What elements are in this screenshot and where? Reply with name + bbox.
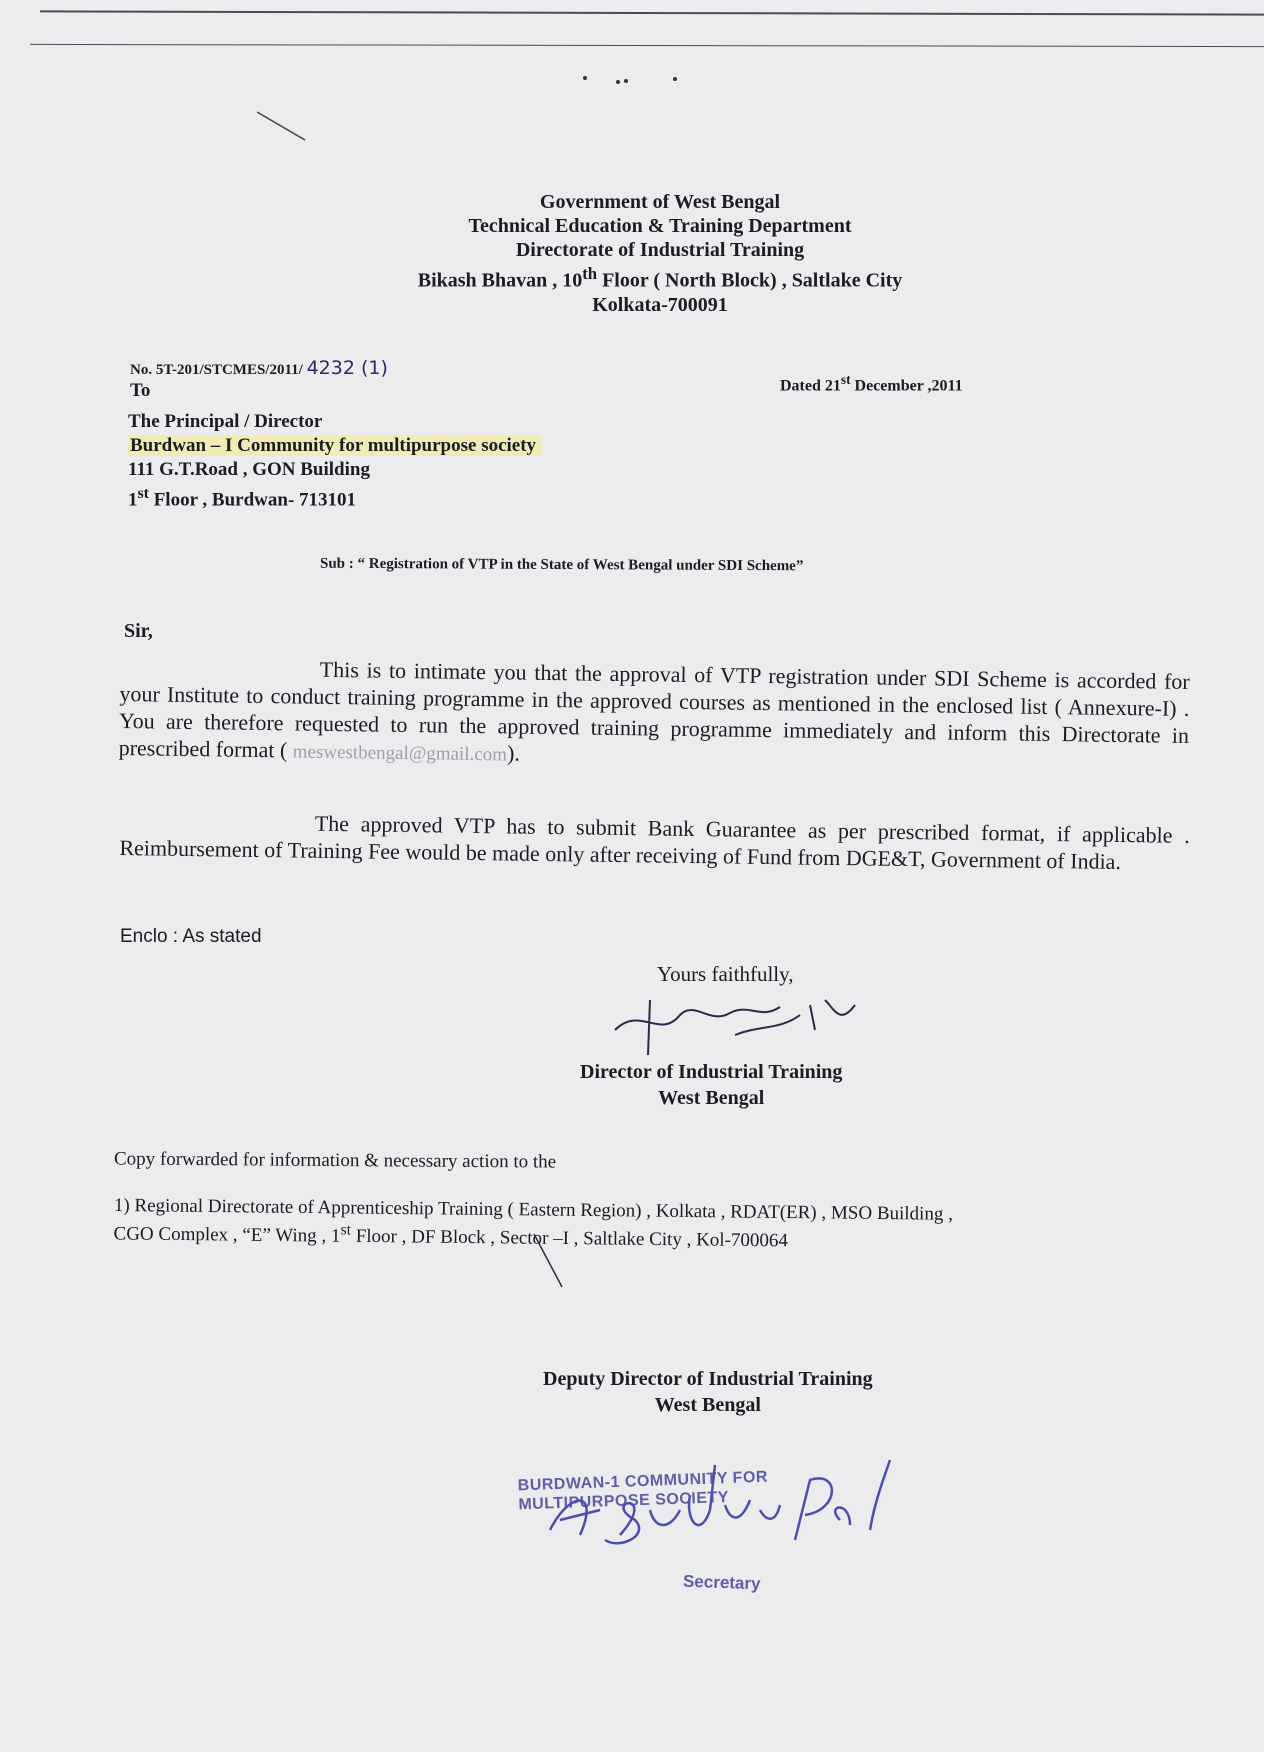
subject-line: Sub : “ Registration of VTP in the State of West Bengal under SDI Scheme” — [319, 555, 804, 575]
body-paragraph-2: The approved VTP has to submit Bank Guarantee as per prescribed format, if applicable . Reimbursement of Training Fee would be made only after receiving of Fund from DGE&T, Government of India. — [119, 810, 1190, 874]
closing-phrase: Yours faithfully, — [657, 962, 794, 986]
recipient-organisation — [128, 434, 542, 458]
stamp-secretary-label: Secretary — [682, 1571, 761, 1594]
deputy-block — [543, 1366, 873, 1418]
letterhead-department: Technical Education & Training Department — [468, 215, 852, 237]
letterhead-directorate: Directorate of Industrial Training — [515, 239, 805, 261]
letterhead-address: Bikash Bhavan , 10th Floor ( North Block) , Saltlake City — [417, 264, 903, 292]
pen-stroke — [532, 1232, 572, 1292]
secretary-signature — [540, 1450, 940, 1560]
highlighted-org: Burdwan – I Community for multipurpose society — [128, 435, 542, 456]
body-paragraph-1: This is to intimate you that the approval of VTP registration under SDI Scheme is accorded for your Institute to conduct training programme in the approved courses as mentioned in the enclosed list ( Annexure-I) . You are therefore requested to run the approved training programme immediately and inform this Directorate in prescribed format ( meswestbengal@gmail.com). — [118, 656, 1190, 766]
salutation: Sir, — [124, 620, 153, 642]
director-place: West Bengal — [658, 1087, 765, 1109]
letterhead — [360, 190, 960, 317]
recipient-address — [128, 410, 542, 512]
handwritten-ref: 4232 (1) — [306, 357, 388, 379]
copy-recipient-1: 1) Regional Directorate of Apprenticeship Training ( Eastern Region) , Kolkata , RDAT(ER) , MSO Building , CGO Complex , “E” Wing , 1st Floor , DF Block , Sector –I , Saltlake City , Kol-700064 — [113, 1195, 954, 1252]
letter-date: Dated 21st December ,2011 — [780, 372, 963, 395]
to-label: To — [130, 380, 151, 401]
recipient-city: 1st Floor , Burdwan- 713101 — [128, 485, 357, 511]
corner-scratch — [255, 110, 315, 150]
deputy-place: West Bengal — [654, 1394, 761, 1416]
letterhead-city: Kolkata-700091 — [592, 293, 728, 316]
reference-number: No. 5T-201/STCMES/2011/ 4232 (1) — [130, 357, 388, 379]
copy-forwarded-intro: Copy forwarded for information & necessary action to the — [113, 1148, 557, 1173]
director-block — [580, 1059, 842, 1111]
recipient-street: 111 G.T.Road , GON Building — [128, 459, 370, 480]
letterhead-government: Government of West Bengal — [539, 191, 781, 213]
scan-marks — [580, 70, 720, 100]
email-link[interactable]: meswestbengal@gmail.com — [292, 741, 508, 766]
director-title: Director of Industrial Training — [580, 1061, 843, 1083]
top-border-line — [40, 10, 1264, 15]
society-stamp: BURDWAN-1 COMMUNITY FOR MULTIPURPOSE SOCIETY — [517, 1468, 769, 1514]
recipient-title: The Principal / Director — [128, 411, 323, 432]
deputy-title: Deputy Director of Industrial Training — [543, 1368, 873, 1390]
enclosure-note: Enclo : As stated — [120, 926, 262, 947]
header-rule — [30, 44, 1264, 47]
director-signature — [610, 985, 870, 1065]
